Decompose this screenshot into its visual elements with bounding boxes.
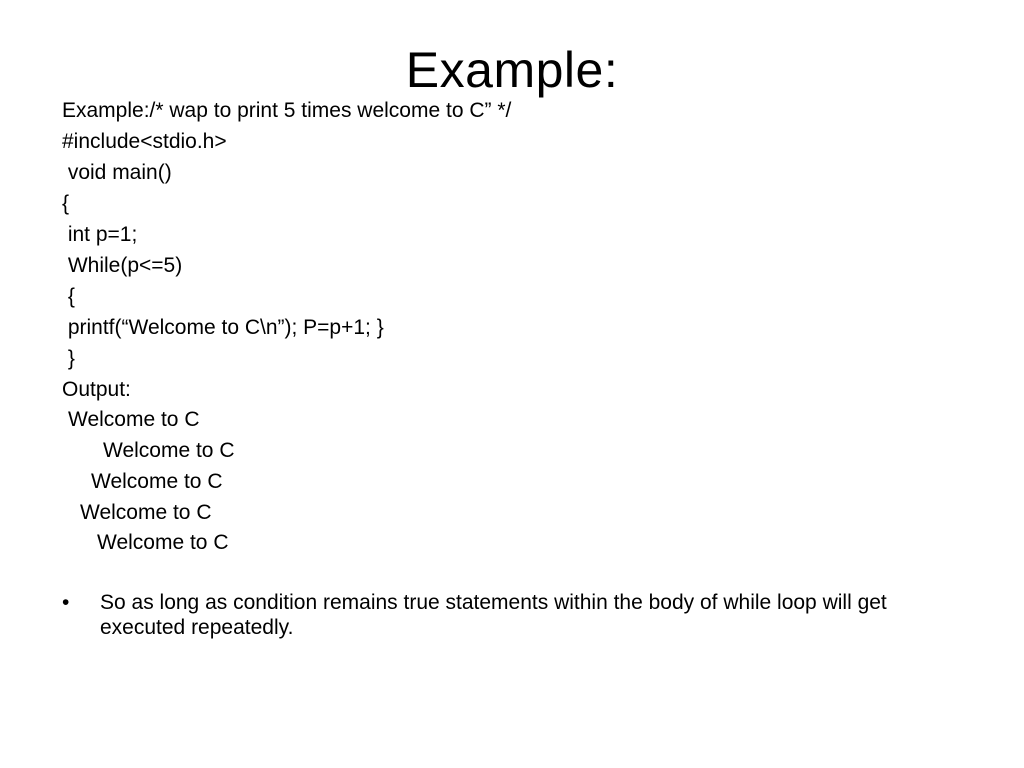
code-line-loop-open-brace: { [62,285,75,308]
bullet-icon: • [62,591,70,614]
output-line: Welcome to C [97,531,229,554]
output-line: Welcome to C [68,408,200,431]
code-line-printf: printf(“Welcome to C\n”); P=p+1; } [62,316,384,339]
code-line-while: While(p<=5) [62,254,183,277]
output-line: Welcome to C [91,470,223,493]
slide-title: Example: [405,42,619,98]
output-line: Welcome to C [103,439,235,462]
code-line-main: void main() [62,161,172,184]
output-line: Welcome to C [80,501,212,524]
code-line-declaration: int p=1; [62,223,138,246]
code-line-open-brace: { [62,192,70,215]
code-line-close-brace: } [62,347,75,370]
bullet-text: So as long as condition remains true statements within the body of while loop will get executed repeatedly. [100,591,887,639]
code-line-include: #include<stdio.h> [62,130,227,153]
output-label: Output: [62,378,131,401]
code-line-comment: Example:/* wap to print 5 times welcome to C” */ [62,99,512,122]
